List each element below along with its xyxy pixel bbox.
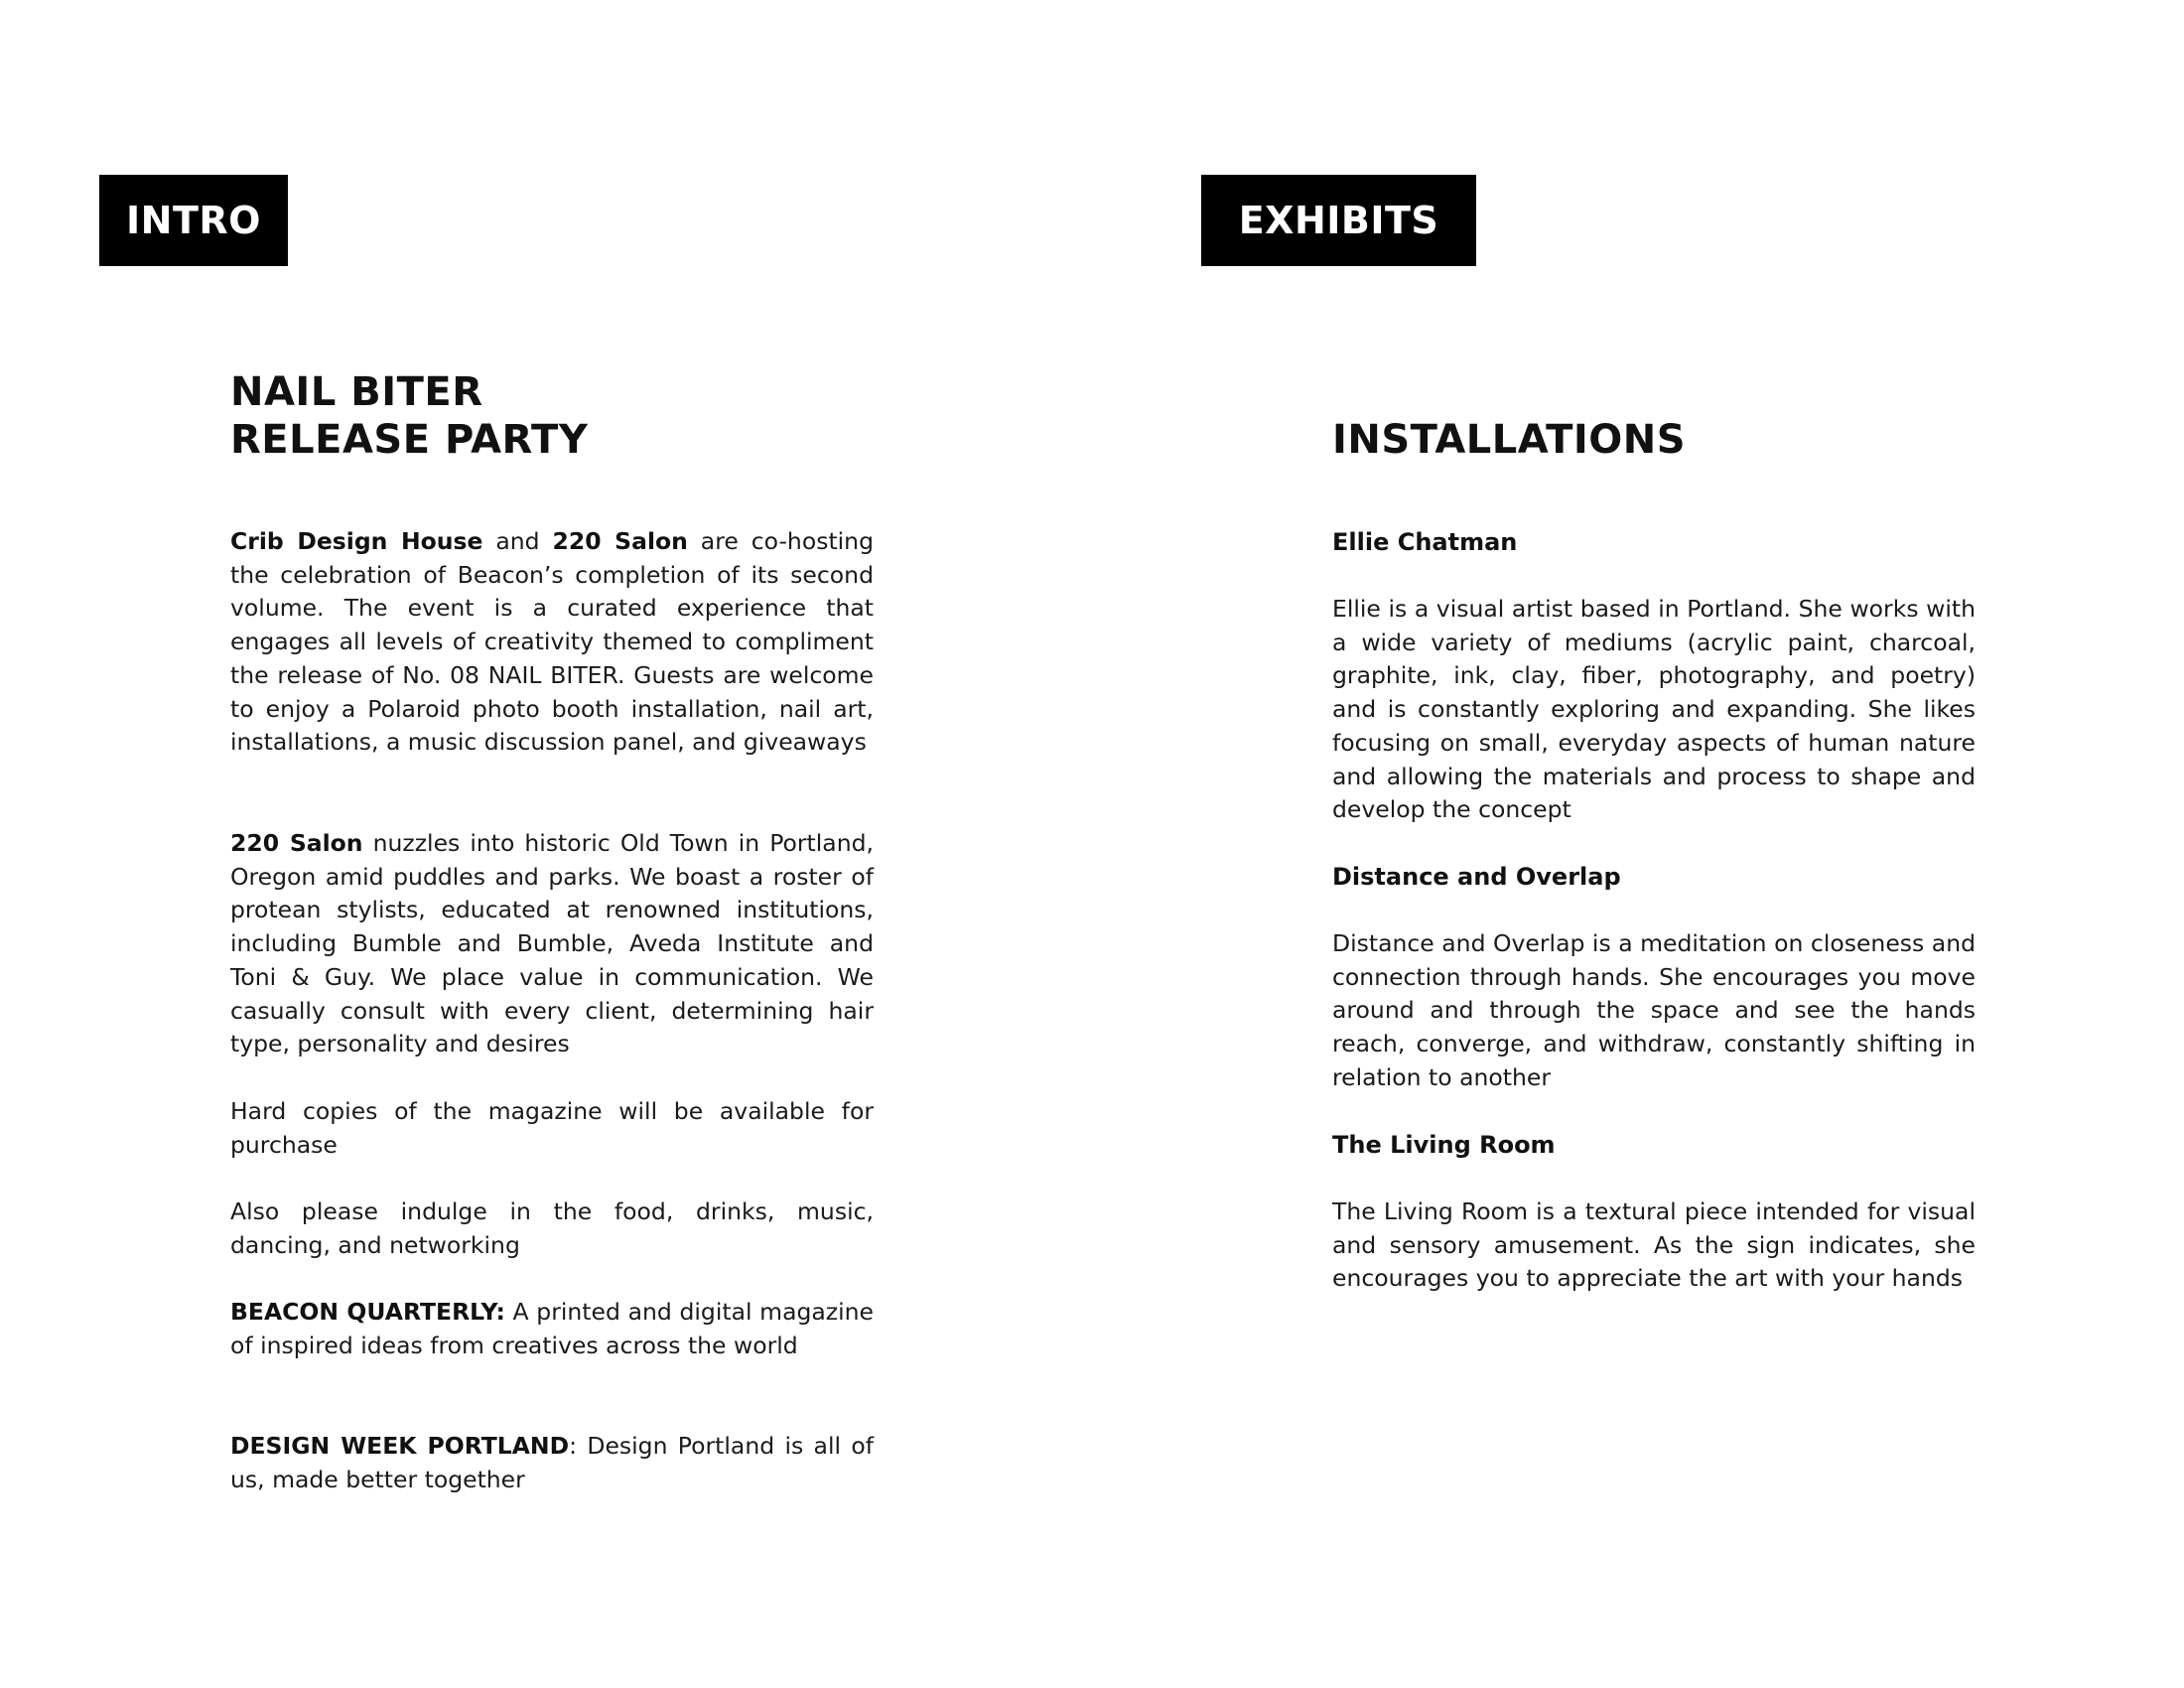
intro-paragraph-event — [230, 525, 874, 760]
conjunction-text: and — [482, 527, 553, 555]
exhibits-title: INSTALLATIONS — [1332, 417, 1687, 463]
host-crib-design-house: Crib Design House — [230, 527, 483, 555]
host-220-salon: 220 Salon — [552, 527, 688, 555]
intro-paragraph-indulge: Also please indulge in the food, drinks, music, dancing, and networking — [230, 1197, 874, 1259]
intro-paragraph-beacon — [230, 1296, 874, 1362]
event-description: are co-hosting the celebration of Beacon’s completion of its second volume. The event is a curated experience that engages all levels of creativity themed to compliment the release of No. 08 NAIL BITER. Guests are welcome to enjoy a Polaroid photo booth installation, nail art, installations, a music discussion panel, and giveaways — [230, 527, 874, 757]
design-week-portland-description: : Design Portland is all of us, made better together — [230, 1432, 874, 1493]
intro-title-line-1: NAIL BITER — [230, 369, 483, 415]
intro-paragraph-salon — [230, 827, 874, 1061]
design-week-portland-label: DESIGN WEEK PORTLAND — [230, 1432, 570, 1460]
salon-description: nuzzles into historic Old Town in Portland, Oregon amid puddles and parks. We boast a roster of protean stylists, educated at renowned institutions, including Bumble and Bumble, Aveda Institute and Toni & Guy. We place value in communication. We casually consult with every client, determining hair type, personality and desires — [230, 829, 874, 1058]
intro-paragraph-design-week — [230, 1430, 874, 1496]
salon-name: 220 Salon — [230, 829, 363, 857]
beacon-quarterly-description: A printed and digital magazine of inspired ideas from creatives across the world — [230, 1298, 875, 1359]
piece-2-description: The Living Room is a textural piece intended for visual and sensory amusement. As the sign indicates, she encourages you to appreciate the art with your hands — [1332, 1197, 1976, 1293]
piece-1-title: Distance and Overlap — [1332, 863, 1621, 891]
artist-bio: Ellie is a visual artist based in Portland. She works with a wide variety of mediums (acrylic paint, charcoal, graphite, ink, clay, fiber, photography, and poetry) and is constantly exploring and expanding. She likes focusing on small, everyday aspects of human nature and allowing the materials and process to shape and develop the concept — [1332, 595, 1976, 824]
artist-name: Ellie Chatman — [1332, 528, 1518, 556]
beacon-quarterly-label: BEACON QUARTERLY: — [230, 1298, 505, 1326]
exhibits-section-tag: EXHIBITS — [1201, 175, 1476, 266]
piece-1-description: Distance and Overlap is a meditation on closeness and connection through hands. She encourages you move around and through the space and see the hands reach, converge, and withdraw, constantly shifting in relation to another — [1332, 929, 1976, 1091]
intro-paragraph-copies: Hard copies of the magazine will be available for purchase — [230, 1097, 874, 1159]
intro-section-tag: INTRO — [99, 175, 288, 266]
piece-2-title: The Living Room — [1332, 1131, 1556, 1159]
intro-title-line-2: RELEASE PARTY — [230, 417, 589, 463]
